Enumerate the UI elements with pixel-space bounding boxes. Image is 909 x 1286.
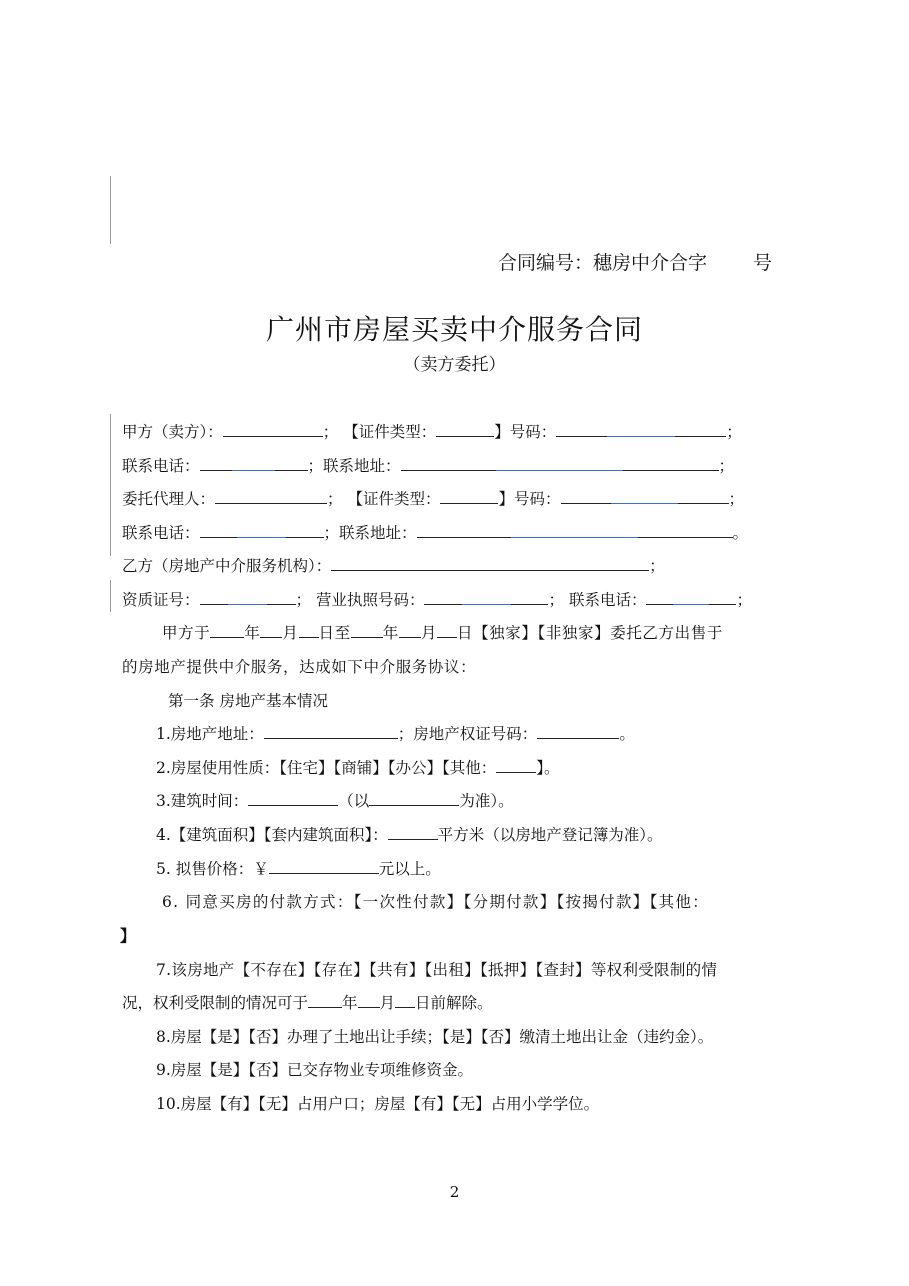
price-field[interactable] bbox=[269, 858, 379, 874]
party-a-address-field[interactable] bbox=[401, 455, 719, 471]
article-1-item-1: 1.房地产地址： ；房地产权证号码： 。 bbox=[156, 725, 635, 743]
release-year-field[interactable] bbox=[308, 992, 342, 1008]
margin-mark-low bbox=[110, 580, 111, 612]
party-b-line: 乙方（房地产中介服务机构）： ； bbox=[122, 557, 665, 575]
start-day-field[interactable] bbox=[299, 622, 319, 638]
agent-line: 委托代理人： ； 【证件类型： 】号码： ； bbox=[122, 490, 745, 508]
party-a-name-field[interactable] bbox=[223, 421, 323, 437]
intro-line-1: 甲方于 年 月 日至 年 月 日【独家】【非独家】委托乙方出售于 bbox=[162, 624, 723, 642]
party-a-phone-field[interactable] bbox=[200, 455, 308, 471]
party-b-phone-field[interactable] bbox=[646, 589, 736, 605]
contract-number-suffix: 号 bbox=[753, 252, 773, 274]
document-title: 广州市房屋买卖中介服务合同 bbox=[265, 313, 643, 346]
property-address-field[interactable] bbox=[264, 723, 398, 739]
article-1-number: 第一条 bbox=[168, 692, 215, 710]
agent-name-field[interactable] bbox=[215, 488, 327, 504]
article-1-item-2: 2.房屋使用性质：【住宅】【商铺】【办公】【其他： 】。 bbox=[156, 759, 560, 777]
article-1-item-4: 4.【建筑面积】【套内建筑面积】： 平方米（以房地产登记簿为准）。 bbox=[156, 826, 663, 844]
release-day-field[interactable] bbox=[395, 992, 415, 1008]
party-b-name-field[interactable] bbox=[331, 555, 649, 571]
page-number: 2 bbox=[449, 1183, 460, 1201]
property-cert-number-field[interactable] bbox=[537, 723, 619, 739]
agent-id-number-field[interactable] bbox=[561, 488, 729, 504]
article-1-item-3: 3.建筑时间： （以 为准）。 bbox=[156, 792, 514, 810]
article-1-title: 房地产基本情况 bbox=[219, 692, 328, 710]
end-year-field[interactable] bbox=[351, 622, 383, 638]
end-day-field[interactable] bbox=[437, 622, 457, 638]
intro-line-2: 的房地产提供中介服务，达成如下中介服务协议： bbox=[122, 658, 477, 676]
party-a-id-type-field[interactable] bbox=[436, 421, 494, 437]
agent-id-type-field[interactable] bbox=[440, 488, 498, 504]
start-month-field[interactable] bbox=[260, 622, 282, 638]
agent-contact-line: 联系电话： ；联系地址： 。 bbox=[122, 524, 749, 542]
party-a-line: 甲方（卖方）： ； 【证件类型： 】号码： ； bbox=[122, 423, 742, 441]
release-month-field[interactable] bbox=[358, 992, 380, 1008]
article-1-item-10: 10.房屋【有】【无】占用户口；房屋【有】【无】占用小学学位。 bbox=[156, 1095, 600, 1113]
article-1-item-7: 7.该房地产【不存在】【存在】【共有】【出租】【抵押】【查封】等权利受限制的情 bbox=[156, 961, 718, 979]
article-1-item-9: 9.房屋【是】【否】已交存物业专项维修资金。 bbox=[156, 1061, 474, 1079]
article-1-heading bbox=[168, 689, 328, 711]
margin-mark-top bbox=[110, 176, 111, 244]
area-field[interactable] bbox=[388, 824, 438, 840]
agent-address-field[interactable] bbox=[417, 522, 733, 538]
start-year-field[interactable] bbox=[210, 622, 244, 638]
margin-mark-mid bbox=[110, 414, 111, 556]
build-time-field[interactable] bbox=[248, 790, 338, 806]
article-1-item-6: 6. 同意买房的付款方式：【一次性付款】【分期付款】【按揭付款】【其他： bbox=[162, 893, 710, 911]
license-number-field[interactable] bbox=[424, 589, 548, 605]
qualification-number-field[interactable] bbox=[200, 589, 296, 605]
party-a-contact-line: 联系电话： ；联系地址： ； bbox=[122, 457, 735, 475]
build-time-basis-field[interactable] bbox=[369, 790, 459, 806]
end-month-field[interactable] bbox=[399, 622, 421, 638]
article-1-item-5: 5. 拟售价格：￥ 元以上。 bbox=[156, 860, 441, 878]
article-1-item-8: 8.房屋【是】【否】办理了土地出让手续；【是】【否】缴清土地出让金（违约金）。 bbox=[156, 1028, 714, 1046]
party-a-id-number-field[interactable] bbox=[556, 421, 726, 437]
agent-phone-field[interactable] bbox=[200, 522, 324, 538]
document-subtitle: （卖方委托） bbox=[403, 355, 506, 375]
party-b-details-line: 资质证号： ； 营业执照号码： ； 联系电话： ； bbox=[122, 591, 752, 609]
contract-number bbox=[498, 248, 772, 275]
contract-number-label: 合同编号：穗房中介合字 bbox=[498, 252, 708, 274]
usage-other-field[interactable] bbox=[496, 757, 536, 773]
article-1-item-6-end: 】 bbox=[120, 926, 136, 945]
article-1-item-7-cont: 况，权利受限制的情况可于 年 月 日前解除。 bbox=[122, 994, 493, 1012]
